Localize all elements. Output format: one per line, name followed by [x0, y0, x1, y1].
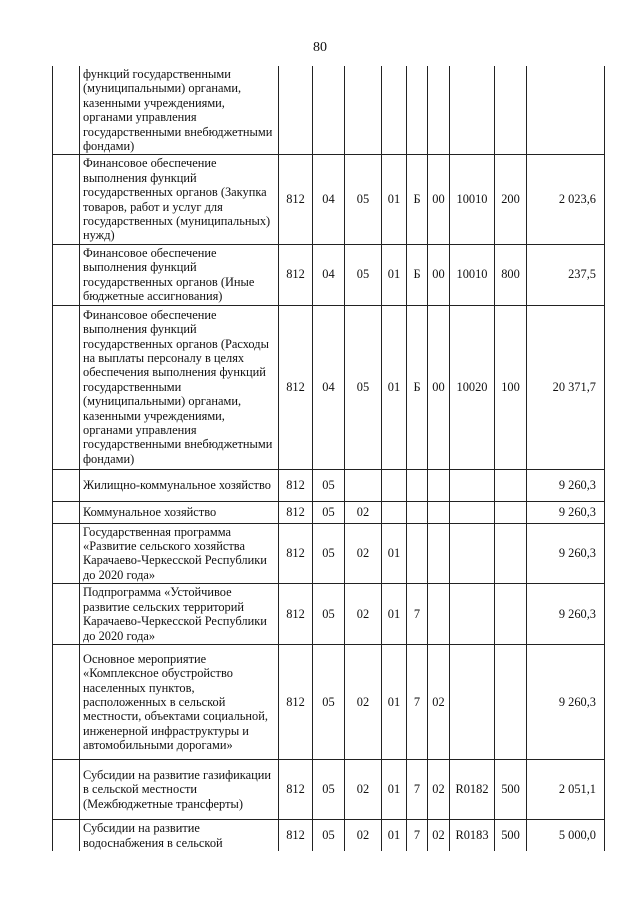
- code-program: 01: [382, 244, 407, 305]
- code-pr: 05: [345, 305, 382, 469]
- code-gr: 812: [279, 155, 313, 244]
- table-row: [53, 584, 605, 645]
- code-rz: [313, 66, 345, 155]
- code-event: 00: [428, 244, 450, 305]
- code-gr: 812: [279, 501, 313, 523]
- budget-table: [52, 66, 605, 851]
- row-index-cell: [53, 523, 80, 584]
- expense-name: Государственная программа «Развитие сельского хозяйства Карачаево-Черкесской Республики до 2020 года»: [80, 523, 279, 584]
- code-event: 02: [428, 760, 450, 820]
- amount: 20 371,7: [527, 305, 605, 469]
- code-expense-type: [495, 584, 527, 645]
- code-subprogram: 7: [407, 645, 428, 760]
- code-gr: 812: [279, 523, 313, 584]
- amount: 5 000,0: [527, 820, 605, 851]
- amount: [527, 66, 605, 155]
- code-rz: 04: [313, 305, 345, 469]
- expense-name: Жилищно-коммунальное хозяйство: [80, 469, 279, 501]
- row-index-cell: [53, 501, 80, 523]
- code-event: [428, 584, 450, 645]
- expense-name: Субсидии на развитие водоснабжения в сельской: [80, 820, 279, 851]
- code-subprogram: 7: [407, 820, 428, 851]
- code-gr: 812: [279, 645, 313, 760]
- code-rz: 05: [313, 645, 345, 760]
- code-event: 00: [428, 305, 450, 469]
- code-event: [428, 469, 450, 501]
- row-index-cell: [53, 244, 80, 305]
- code-rz: 05: [313, 523, 345, 584]
- code-expense-type: 100: [495, 305, 527, 469]
- code-subprogram: [407, 501, 428, 523]
- code-event: [428, 523, 450, 584]
- expense-name: Финансовое обеспечение выполнения функций государственных органов (Закупка товаров, работ и услуг для государственных (муниципальных) нужд): [80, 155, 279, 244]
- amount: 9 260,3: [527, 469, 605, 501]
- code-pr: 02: [345, 820, 382, 851]
- code-subprogram: [407, 66, 428, 155]
- code-expense-type: [495, 469, 527, 501]
- row-index-cell: [53, 584, 80, 645]
- code-expense-type: [495, 523, 527, 584]
- code-subprogram: [407, 523, 428, 584]
- code-direction: [450, 501, 495, 523]
- code-subprogram: 7: [407, 584, 428, 645]
- code-direction: [450, 523, 495, 584]
- code-expense-type: [495, 645, 527, 760]
- expense-name: Финансовое обеспечение выполнения функций государственных органов (Иные бюджетные ассигнования): [80, 244, 279, 305]
- code-expense-type: 800: [495, 244, 527, 305]
- code-rz: 05: [313, 501, 345, 523]
- code-direction: [450, 645, 495, 760]
- code-program: 01: [382, 760, 407, 820]
- code-direction: R0183: [450, 820, 495, 851]
- code-program: 01: [382, 155, 407, 244]
- code-expense-type: 500: [495, 760, 527, 820]
- table-row: [53, 305, 605, 469]
- row-index-cell: [53, 645, 80, 760]
- code-pr: 02: [345, 501, 382, 523]
- expense-name: Финансовое обеспечение выполнения функций государственных органов (Расходы на выплаты персоналу в целях обеспечения выполнения функций государственными (муниципальными) органами, казенными учреждениями, органами управления государственными внебюджетными фондами): [80, 305, 279, 469]
- code-program: [382, 469, 407, 501]
- code-program: 01: [382, 645, 407, 760]
- row-index-cell: [53, 66, 80, 155]
- code-program: [382, 66, 407, 155]
- code-subprogram: Б: [407, 305, 428, 469]
- code-pr: 02: [345, 645, 382, 760]
- code-expense-type: [495, 66, 527, 155]
- code-subprogram: [407, 469, 428, 501]
- code-gr: 812: [279, 584, 313, 645]
- code-event: 00: [428, 155, 450, 244]
- code-subprogram: 7: [407, 760, 428, 820]
- code-rz: 05: [313, 760, 345, 820]
- code-rz: 04: [313, 244, 345, 305]
- code-expense-type: 500: [495, 820, 527, 851]
- code-gr: 812: [279, 820, 313, 851]
- table-row: [53, 501, 605, 523]
- amount: 9 260,3: [527, 501, 605, 523]
- code-direction: [450, 469, 495, 501]
- code-rz: 05: [313, 469, 345, 501]
- code-rz: 05: [313, 584, 345, 645]
- amount: 2 051,1: [527, 760, 605, 820]
- code-subprogram: Б: [407, 155, 428, 244]
- row-index-cell: [53, 469, 80, 501]
- code-expense-type: [495, 501, 527, 523]
- table-row: [53, 820, 605, 851]
- code-rz: 04: [313, 155, 345, 244]
- table-row: [53, 469, 605, 501]
- code-event: 02: [428, 645, 450, 760]
- code-pr: [345, 469, 382, 501]
- table-row: [53, 760, 605, 820]
- code-gr: 812: [279, 760, 313, 820]
- code-pr: 05: [345, 155, 382, 244]
- code-program: 01: [382, 584, 407, 645]
- table-row: [53, 244, 605, 305]
- code-program: 01: [382, 305, 407, 469]
- code-pr: 02: [345, 760, 382, 820]
- expense-name: функций государственными (муниципальными) органами, казенными учреждениями, органами управления государственными внебюджетными фондами): [80, 66, 279, 155]
- code-direction: 10010: [450, 244, 495, 305]
- expense-name: Подпрограмма «Устойчивое развитие сельских территорий Карачаево-Черкесской Республики до 2020 года»: [80, 584, 279, 645]
- code-gr: [279, 66, 313, 155]
- code-direction: [450, 66, 495, 155]
- code-direction: 10010: [450, 155, 495, 244]
- row-index-cell: [53, 820, 80, 851]
- row-index-cell: [53, 760, 80, 820]
- code-direction: 10020: [450, 305, 495, 469]
- code-program: 01: [382, 820, 407, 851]
- code-rz: 05: [313, 820, 345, 851]
- code-expense-type: 200: [495, 155, 527, 244]
- code-pr: [345, 66, 382, 155]
- row-index-cell: [53, 305, 80, 469]
- code-gr: 812: [279, 469, 313, 501]
- code-gr: 812: [279, 244, 313, 305]
- expense-name: Коммунальное хозяйство: [80, 501, 279, 523]
- table-row: [53, 66, 605, 155]
- amount: 9 260,3: [527, 523, 605, 584]
- expense-name: Субсидии на развитие газификации в сельской местности (Межбюджетные трансферты): [80, 760, 279, 820]
- code-program: 01: [382, 523, 407, 584]
- table-row: [53, 523, 605, 584]
- code-subprogram: Б: [407, 244, 428, 305]
- code-pr: 02: [345, 584, 382, 645]
- amount: 237,5: [527, 244, 605, 305]
- code-pr: 05: [345, 244, 382, 305]
- expense-name: Основное мероприятие «Комплексное обустройство населенных пунктов, расположенных в сельской местности, объектами социальной, инженерной инфраструктуры и автомобильными дорогами»: [80, 645, 279, 760]
- amount: 9 260,3: [527, 584, 605, 645]
- amount: 9 260,3: [527, 645, 605, 760]
- row-index-cell: [53, 155, 80, 244]
- page-number: 80: [313, 40, 327, 55]
- code-event: [428, 501, 450, 523]
- code-program: [382, 501, 407, 523]
- code-event: [428, 66, 450, 155]
- code-event: 02: [428, 820, 450, 851]
- code-direction: R0182: [450, 760, 495, 820]
- code-pr: 02: [345, 523, 382, 584]
- code-gr: 812: [279, 305, 313, 469]
- code-direction: [450, 584, 495, 645]
- amount: 2 023,6: [527, 155, 605, 244]
- table-row: [53, 155, 605, 244]
- table-row: [53, 645, 605, 760]
